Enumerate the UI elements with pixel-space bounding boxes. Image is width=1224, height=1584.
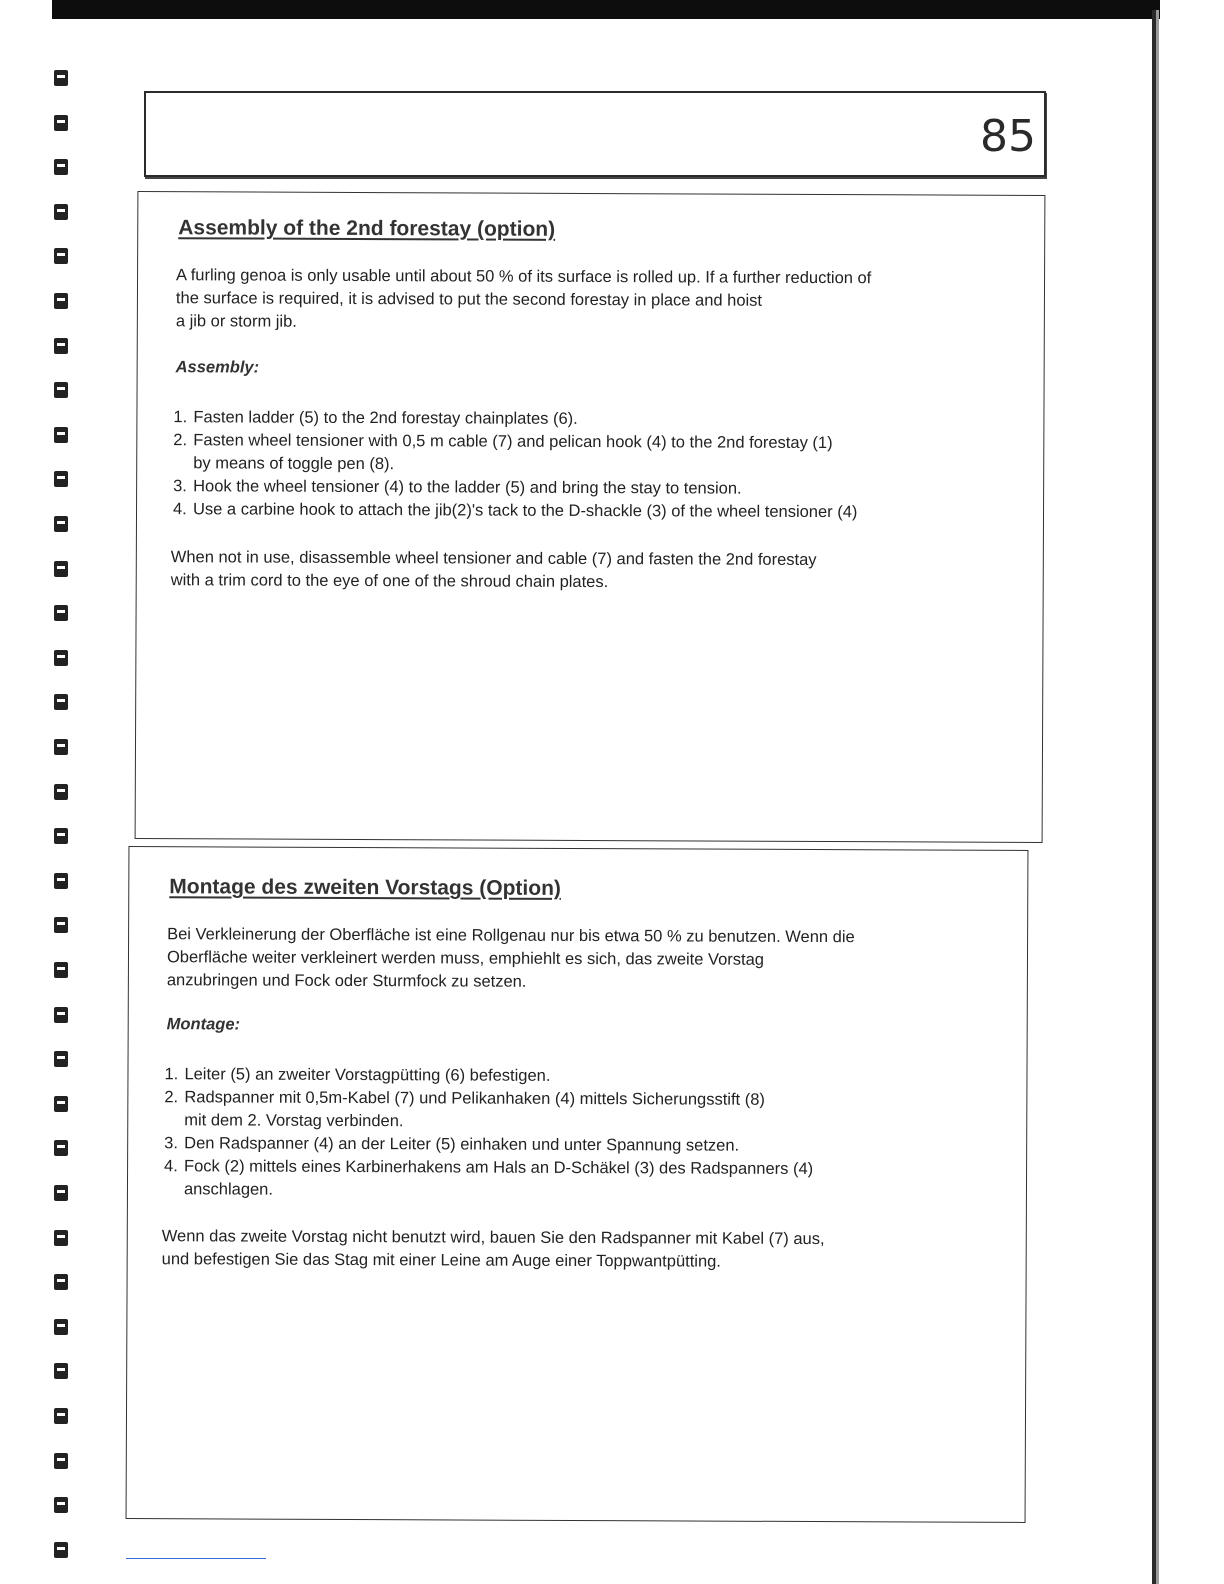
list-item: 2. Fasten wheel tensioner with 0,5 m cable (7) and pelican hook (4) to the 2nd forestay (1) by means of toggle pen (8). (173, 431, 833, 474)
binding-hole (54, 293, 68, 309)
binding-hole (54, 1363, 68, 1379)
binding-hole (54, 1230, 68, 1246)
list-item: 4. Use a carbine hook to attach the jib(2)'s tack to the D-shackle (3) of the wheel tensioner (4) (172, 500, 858, 522)
english-section (135, 191, 1046, 843)
list-item: 1. Leiter (5) an zweiter Vorstagpütting (6) befestigen. (164, 1065, 551, 1085)
binding-hole (54, 1497, 68, 1513)
binding-hole (54, 471, 68, 487)
german-section (126, 846, 1029, 1523)
binding-hole (54, 115, 68, 131)
binding-hole (54, 159, 68, 175)
list-item: 3. Den Radspanner (4) an der Leiter (5) einhaken und unter Spannung setzen. (164, 1134, 740, 1155)
binding-hole (54, 516, 68, 532)
scan-top-border (52, 0, 1160, 19)
binding-hole (54, 739, 68, 755)
binding-hole (54, 204, 68, 220)
german-title: Montage des zweiten Vorstags (Option) (169, 875, 561, 900)
binding-hole (54, 650, 68, 666)
binding-hole (54, 1140, 68, 1156)
english-intro: A furling genoa is only usable until about 50 % of its surface is rolled up. If a further reduction of the surface is required, it is advised to put the second forestay in place and hoist a jib or storm jib. (175, 266, 872, 331)
binding-hole (54, 962, 68, 978)
binding-hole (54, 1051, 68, 1067)
german-closing: Wenn das zweite Vorstag nicht benutzt wird, bauen Sie den Radspanner mit Kabel (7) aus, und befestigen Sie das Stag mit einer Leine am Auge einer Toppwantpütting. (161, 1227, 825, 1271)
english-subhead: Assembly: (175, 358, 260, 377)
binding-hole (54, 784, 68, 800)
binding-hole (54, 427, 68, 443)
binding-hole (54, 248, 68, 264)
english-steps (173, 406, 1023, 525)
scan-right-edge-shadow (1156, 10, 1159, 1584)
english-title: Assembly of the 2nd forestay (option) (178, 216, 556, 241)
page-number: 85 (980, 111, 1036, 162)
binding-hole (54, 605, 68, 621)
binding-hole (54, 1542, 68, 1558)
binding-hole (54, 917, 68, 933)
binding-hole (54, 873, 68, 889)
binding-hole (54, 1007, 68, 1023)
binding-hole (54, 1274, 68, 1290)
list-item: 1. Fasten ladder (5) to the 2nd forestay chainplates (6). (173, 408, 578, 428)
spiral-binding (50, 70, 76, 1580)
binding-hole (54, 70, 68, 86)
binding-hole (54, 561, 68, 577)
binding-hole (54, 1408, 68, 1424)
page-header-box (144, 91, 1046, 177)
list-item: 3. Hook the wheel tensioner (4) to the ladder (5) and bring the stay to tension. (173, 477, 742, 498)
binding-hole (54, 1096, 68, 1112)
binding-hole (54, 1185, 68, 1201)
german-steps (164, 1063, 1015, 1205)
binding-hole (54, 382, 68, 398)
german-intro: Bei Verkleinerung der Oberfläche ist eine Rollgenau nur bis etwa 50 % zu benutzen. Wenn die Oberfläche weiter verkleinert werden muss, emphiehlt es sich, das zweite Vorstag anzubringen und Fock oder Sturmfock zu setzen. (166, 925, 855, 991)
binding-hole (54, 338, 68, 354)
binding-hole (54, 1453, 68, 1469)
list-item: 4. Fock (2) mittels eines Karbinerhakens am Hals an D-Schäkel (3) des Radspanners (4) anschlagen. (164, 1157, 814, 1199)
footer-rule (126, 1558, 266, 1559)
english-closing: When not in use, disassemble wheel tensioner and cable (7) and fasten the 2nd forestay with a trim cord to the eye of one of the shroud chain plates. (170, 548, 817, 592)
binding-hole (54, 1319, 68, 1335)
binding-hole (54, 694, 68, 710)
german-subhead: Montage: (166, 1015, 241, 1034)
binding-hole (54, 828, 68, 844)
list-item: 2. Radspanner mit 0,5m-Kabel (7) und Pelikanhaken (4) mittels Sicherungsstift (8) mit dem 2. Vorstag verbinden. (164, 1088, 765, 1131)
